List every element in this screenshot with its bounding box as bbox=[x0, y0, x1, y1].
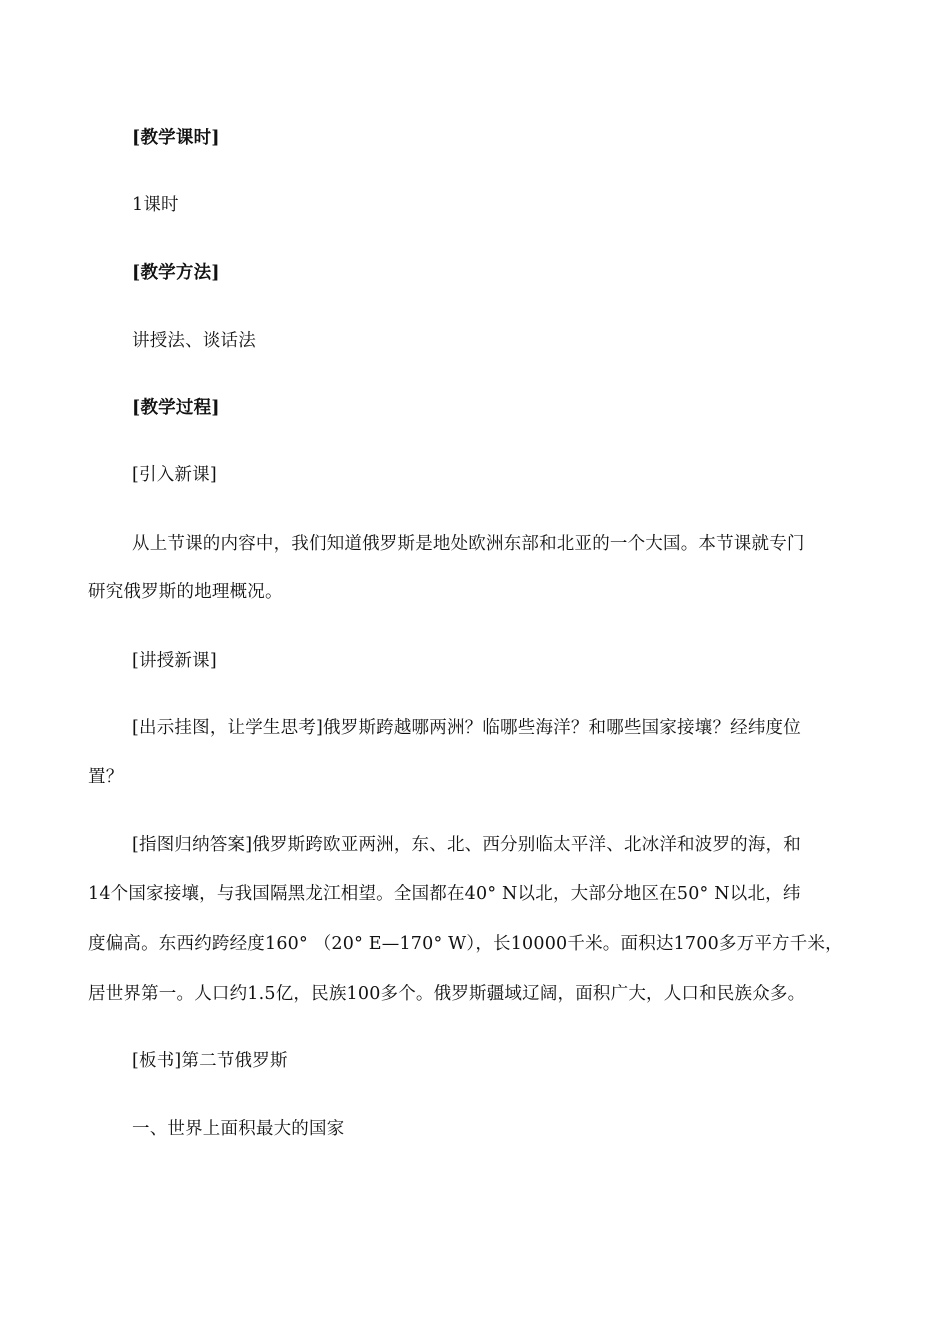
teaching-hours-heading: [教学课时] bbox=[132, 128, 220, 148]
intro-label: [引入新课] bbox=[132, 465, 217, 485]
question-line-1: [出示挂图，让学生思考]俄罗斯跨越哪两洲？临哪些海洋？和哪些国家接壤？经纬度位 bbox=[132, 718, 801, 738]
answer-line-4: 居世界第一。人口约1.5亿，民族100多个。俄罗斯疆域辽阔，面积广大，人口和民族众多。 bbox=[88, 984, 806, 1004]
intro-paragraph-line-2: 研究俄罗斯的地理概况。 bbox=[88, 582, 283, 602]
intro-paragraph-line-1: 从上节课的内容中，我们知道俄罗斯是地处欧洲东部和北亚的一个大国。本节课就专门 bbox=[132, 534, 805, 554]
answer-line-1: [指图归纳答案]俄罗斯跨欧亚两洲，东、北、西分别临太平洋、北冰洋和波罗的海，和 bbox=[132, 835, 801, 855]
question-line-2: 置？ bbox=[88, 767, 124, 787]
board-item-1: 一、世界上面积最大的国家 bbox=[132, 1119, 345, 1139]
board-label: [板书]第二节俄罗斯 bbox=[132, 1051, 288, 1071]
teaching-hours-value: 1课时 bbox=[132, 195, 179, 215]
answer-line-2: 14个国家接壤，与我国隔黑龙江相望。全国都在40° N以北，大部分地区在50° N以北，纬 bbox=[88, 884, 801, 904]
answer-line-3: 度偏高。东西约跨经度160° （20° E—170° W），长10000千米。面积达1700多万平方千米， bbox=[88, 934, 843, 954]
teaching-method-value: 讲授法、谈话法 bbox=[132, 331, 256, 351]
teaching-process-heading: [教学过程] bbox=[132, 398, 220, 418]
teaching-label: [讲授新课] bbox=[132, 651, 217, 671]
teaching-method-heading: [教学方法] bbox=[132, 263, 220, 283]
